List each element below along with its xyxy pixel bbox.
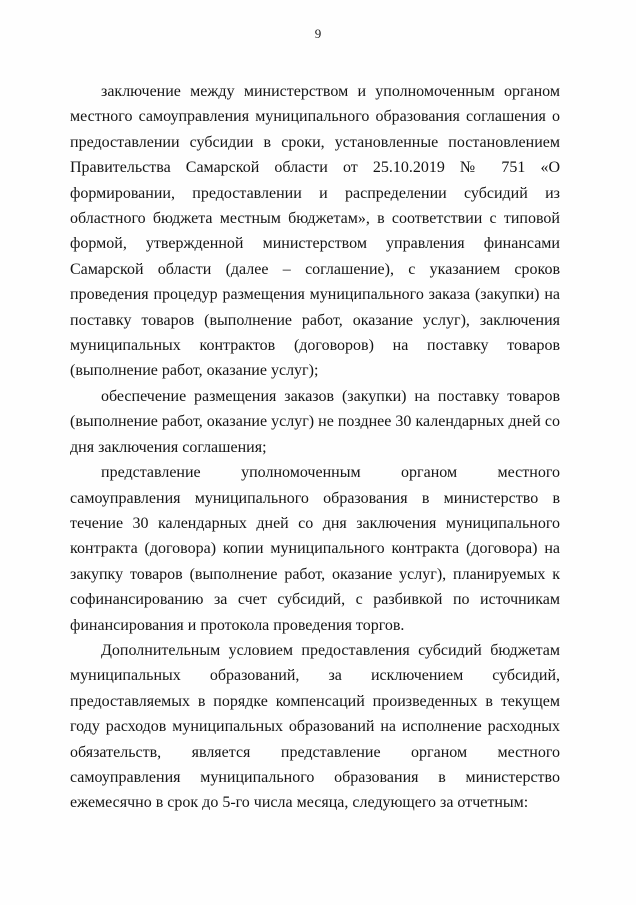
paragraph-additional-condition: Дополнительным условием предоставления субсидий бюджетам муниципальных образований, за исключением субсидий, предоставляемых в порядке компенсаций произведенных в текущем году расходов муниципальных образований на исполнение расходных обязательств, является представление органом местного самоуправления муниципального образования в министерство ежемесячно в срок до 5-го числа месяца, следующего за отчетным: <box>70 641 560 812</box>
page-number: 9 <box>314 26 322 41</box>
paragraph-contract-submission: представление уполномоченным органом местного самоуправления муниципального образования в министерство в течение 30 календарных дней со дня заключения муниципального контракта (договора) копии муниципального контракта (договора) на закупку товаров (выполнение работ, оказание услуг), планируемых к софинансированию за счет субсидий, с разбивкой по источникам финансирования и протокола проведения торгов. <box>70 464 560 634</box>
paragraph-order-placement: обеспечение размещения заказов (закупки) на поставку товаров (выполнение работ, оказание услуг) не позднее 30 календарных дней со дня заключения соглашения; <box>70 387 560 456</box>
paragraph-agreement-conclusion: заключение между министерством и уполномоченным органом местного самоуправления муниципального образования соглашения о предоставлении субсидии в сроки, установленные постановлением Правительства Самарской области от 25.10.2019 № 751 «О формировании, предоставлении и распределении субсидий из областного бюджета местным бюджетам», в соответствии с типовой формой, утвержденной министерством управления финансами Самарской области (далее – соглашение), с указанием сроков проведения процедур размещения муниципального заказа (закупки) на поставку товаров (выполнение работ, оказание услуг), заключения муниципальных контрактов (договоров) на поставку товаров (выполнение работ, оказание услуг); <box>70 83 560 380</box>
document-body <box>70 79 560 816</box>
